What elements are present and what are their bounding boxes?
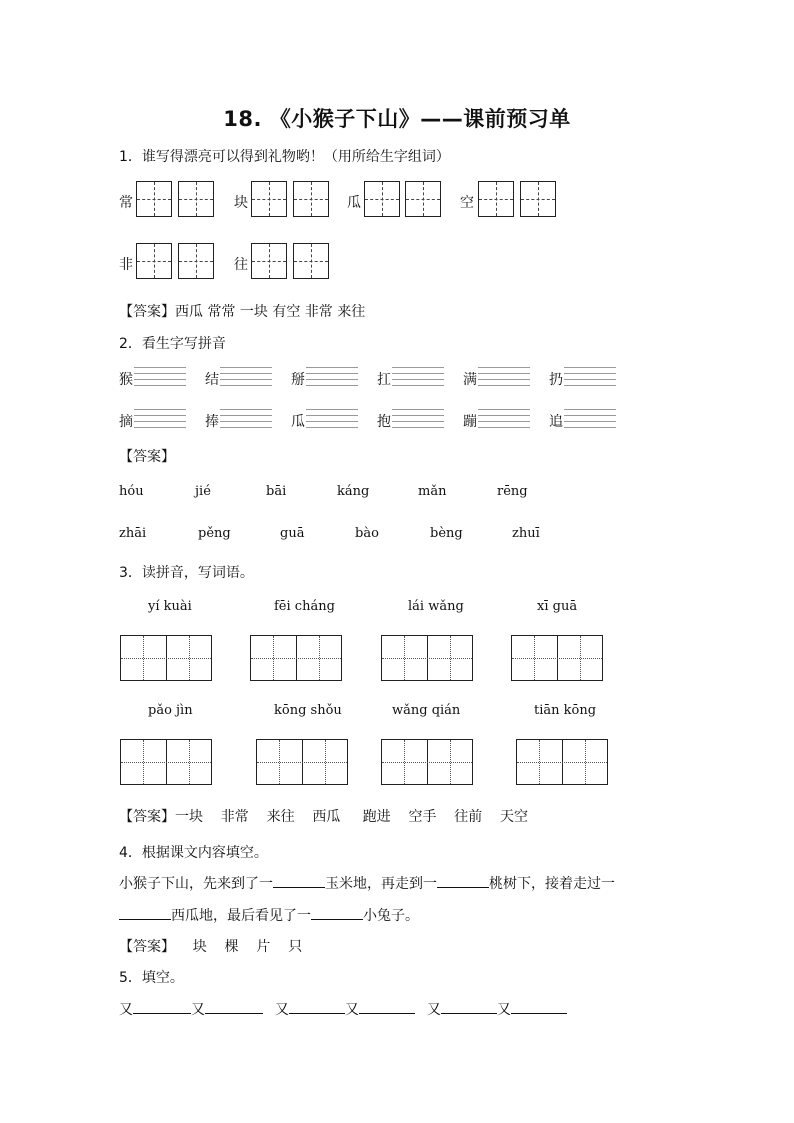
q2-char: 掰	[291, 372, 305, 388]
fill-blank[interactable]	[511, 999, 567, 1014]
tianzige-box[interactable]	[178, 181, 214, 217]
q2-char: 满	[463, 372, 477, 388]
pinyin-writing-lines[interactable]	[392, 367, 444, 385]
pinyin-writing-lines[interactable]	[564, 367, 616, 385]
page-title: 18. 《小猴子下山》——课前预习单	[223, 107, 571, 131]
pinyin-writing-lines[interactable]	[220, 367, 272, 385]
word-writing-grid[interactable]	[256, 739, 348, 785]
q4-text: 小猴子下山，先来到了一	[119, 876, 273, 892]
q2-answer-label: 【答案】	[119, 449, 175, 465]
q5-word: 又	[119, 1002, 133, 1018]
pinyin-writing-lines[interactable]	[220, 409, 272, 427]
q2-char: 扛	[377, 372, 391, 388]
q5-word: 又	[191, 1002, 205, 1018]
pinyin-writing-lines[interactable]	[306, 367, 358, 385]
tianzige-box[interactable]	[136, 181, 172, 217]
pinyin-writing-lines[interactable]	[478, 367, 530, 385]
fill-blank[interactable]	[359, 999, 415, 1014]
word-writing-grid[interactable]	[381, 739, 473, 785]
q4-prompt: 4．根据课文内容填空。	[119, 845, 268, 861]
fill-blank[interactable]	[119, 905, 171, 920]
q3-answer: 【答案】一块 非常 来往 西瓜 跑进 空手 往前 天空	[119, 809, 529, 825]
q3-pinyin: xī guā	[537, 599, 578, 614]
pinyin-answer: zhāi	[119, 526, 147, 541]
q1-char: 往	[234, 257, 248, 273]
pinyin-writing-lines[interactable]	[478, 409, 530, 427]
q4-text: 小兔子。	[363, 908, 419, 924]
pinyin-writing-lines[interactable]	[134, 367, 186, 385]
pinyin-answer: bāi	[266, 484, 287, 499]
pinyin-writing-lines[interactable]	[306, 409, 358, 427]
q4-text: 玉米地，再走到一	[325, 876, 437, 892]
q3-pinyin: yí kuài	[148, 599, 192, 614]
pinyin-answer: guā	[280, 526, 305, 541]
word-writing-grid[interactable]	[381, 635, 473, 681]
q5-word: 又	[345, 1002, 359, 1018]
q2-char: 扔	[549, 372, 563, 388]
q1-char: 空	[460, 195, 474, 211]
tianzige-box[interactable]	[293, 181, 329, 217]
q2-char: 蹦	[463, 414, 477, 430]
tianzige-box[interactable]	[136, 243, 172, 279]
q2-char: 猴	[119, 372, 133, 388]
q5-word: 又	[275, 1002, 289, 1018]
fill-blank[interactable]	[437, 873, 489, 888]
pinyin-answer: pěng	[198, 526, 231, 541]
q2-char: 结	[205, 372, 219, 388]
q1-char: 常	[119, 195, 133, 211]
fill-blank[interactable]	[441, 999, 497, 1014]
tianzige-box[interactable]	[251, 181, 287, 217]
pinyin-answer: mǎn	[418, 484, 447, 499]
q4-sentence-line-1	[119, 873, 615, 893]
q4-sentence-line-2	[119, 905, 419, 925]
q4-text: 西瓜地，最后看见了一	[171, 908, 311, 924]
q5-word: 又	[497, 1002, 511, 1018]
pinyin-answer: zhuī	[512, 526, 540, 541]
q3-pinyin: lái wǎng	[408, 599, 464, 614]
pinyin-answer: bèng	[430, 526, 463, 541]
pinyin-writing-lines[interactable]	[392, 409, 444, 427]
fill-blank[interactable]	[289, 999, 345, 1014]
fill-blank[interactable]	[133, 999, 191, 1014]
q3-pinyin: fēi cháng	[274, 599, 335, 614]
q1-char: 瓜	[347, 195, 361, 211]
q3-pinyin: kōng shǒu	[274, 703, 342, 718]
q3-pinyin: pǎo jìn	[148, 703, 193, 718]
q5-word: 又	[427, 1002, 441, 1018]
word-writing-grid[interactable]	[250, 635, 342, 681]
tianzige-box[interactable]	[178, 243, 214, 279]
tianzige-box[interactable]	[520, 181, 556, 217]
pinyin-answer: káng	[337, 484, 370, 499]
word-writing-grid[interactable]	[516, 739, 608, 785]
fill-blank[interactable]	[273, 873, 325, 888]
tianzige-box[interactable]	[405, 181, 441, 217]
pinyin-writing-lines[interactable]	[564, 409, 616, 427]
tianzige-box[interactable]	[364, 181, 400, 217]
pinyin-writing-lines[interactable]	[134, 409, 186, 427]
fill-blank[interactable]	[205, 999, 263, 1014]
pinyin-answer: bào	[355, 526, 379, 541]
word-writing-grid[interactable]	[120, 635, 212, 681]
q3-prompt: 3．读拼音，写词语。	[119, 565, 254, 581]
q1-char: 非	[119, 257, 133, 273]
pinyin-answer: rēng	[497, 484, 528, 499]
q3-pinyin: tiān kōng	[534, 703, 597, 718]
word-writing-grid[interactable]	[511, 635, 603, 681]
tianzige-box[interactable]	[478, 181, 514, 217]
q1-prompt: 1．谁写得漂亮可以得到礼物哟！（用所给生字组词）	[119, 149, 450, 165]
q2-char: 瓜	[291, 414, 305, 430]
q2-char: 抱	[377, 414, 391, 430]
q5-prompt: 5．填空。	[119, 970, 184, 986]
q2-prompt: 2．看生字写拼音	[119, 336, 226, 352]
q4-text: 桃树下，接着走过一	[489, 876, 615, 892]
fill-blank[interactable]	[311, 905, 363, 920]
q1-answer: 【答案】西瓜 常常 一块 有空 非常 来往	[119, 304, 366, 320]
q2-char: 捧	[205, 414, 219, 430]
q2-char: 追	[549, 414, 563, 430]
q3-pinyin: wǎng qián	[392, 703, 461, 718]
tianzige-box[interactable]	[251, 243, 287, 279]
word-writing-grid[interactable]	[120, 739, 212, 785]
tianzige-box[interactable]	[293, 243, 329, 279]
pinyin-answer: hóu	[119, 484, 144, 499]
q1-char: 块	[234, 195, 248, 211]
q2-char: 摘	[119, 414, 133, 430]
q4-answer: 【答案】 块 棵 片 只	[119, 939, 303, 955]
pinyin-answer: jié	[195, 484, 211, 499]
q5-fill-row	[119, 999, 567, 1019]
